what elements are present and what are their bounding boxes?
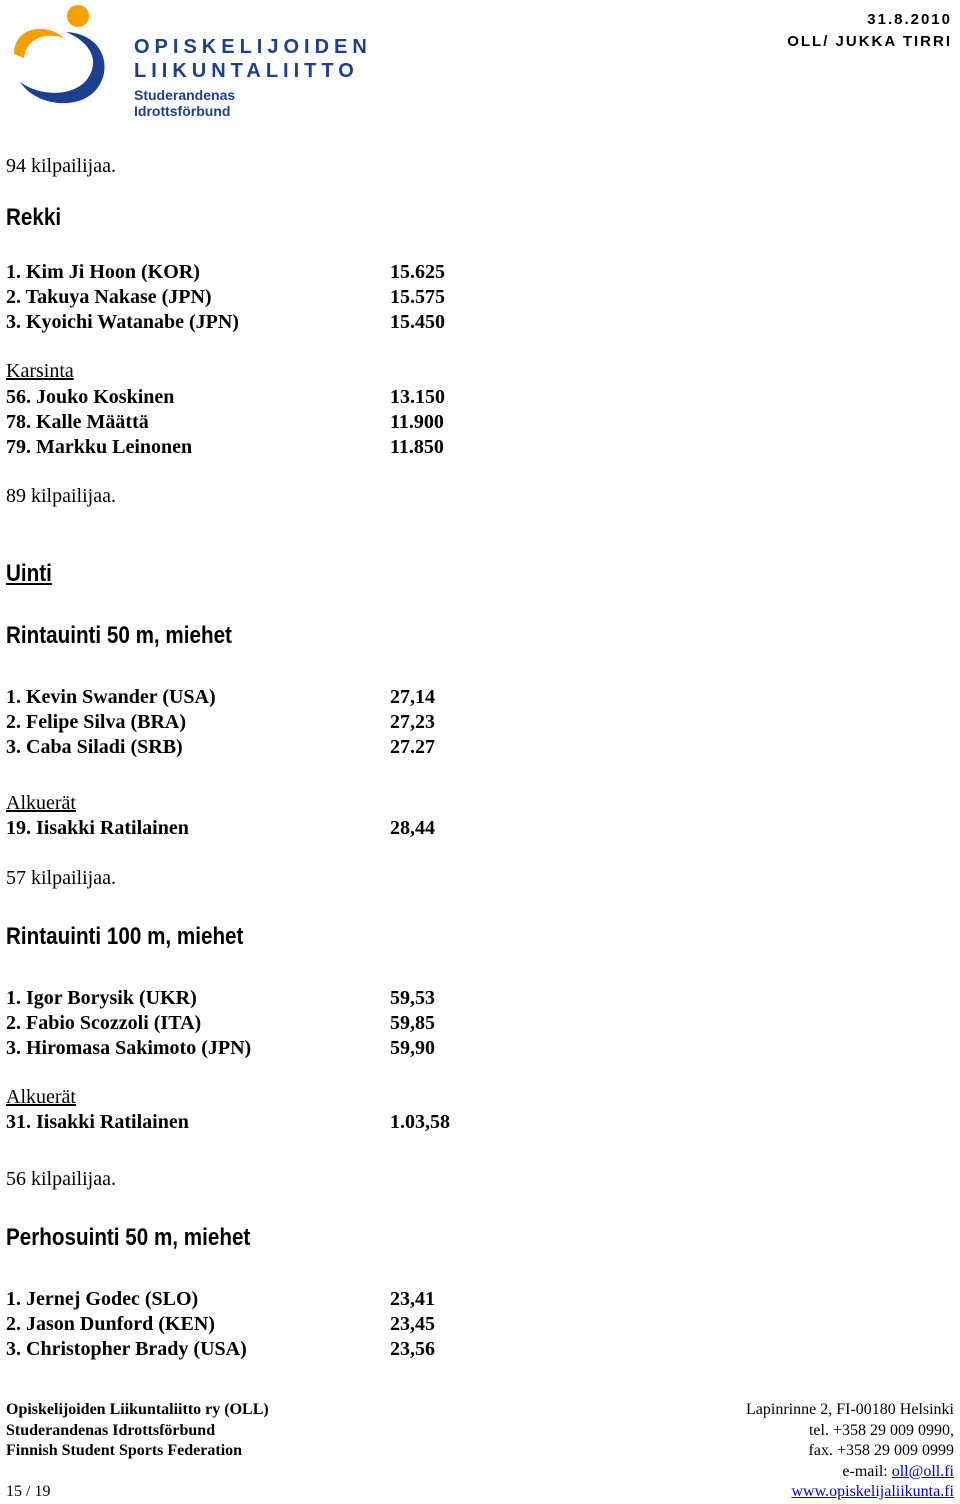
result-row [6, 710, 466, 735]
section-title-uinti: Uinti [6, 560, 52, 587]
footer-org-english: Finnish Student Sports Federation [6, 1442, 243, 1459]
result-score: 27.27 [390, 736, 435, 758]
result-row [6, 310, 466, 335]
result-score: 59,53 [390, 987, 435, 1009]
result-score: 27,23 [390, 711, 435, 733]
result-row [6, 410, 466, 435]
result-row [6, 1337, 466, 1362]
result-name: 1. Jernej Godec (SLO) [6, 1288, 199, 1310]
count-rinta50: 57 kilpailijaa. [6, 867, 116, 889]
website-link[interactable]: www.opiskelijaliikunta.fi [791, 1483, 954, 1500]
result-score: 1.03,58 [390, 1111, 450, 1133]
result-name: 3. Kyoichi Watanabe (JPN) [6, 311, 239, 333]
footer-fax: fax. +358 29 009 0999 [808, 1442, 954, 1459]
footer-web-line [746, 1482, 954, 1503]
result-name: 1. Igor Borysik (UKR) [6, 987, 197, 1009]
result-score: 28,44 [390, 817, 435, 839]
result-name: 56. Jouko Koskinen [6, 386, 175, 408]
footer-org-name: Opiskelijoiden Liikuntaliitto ry (OLL) [6, 1401, 269, 1418]
result-row [6, 285, 466, 310]
footer-org-swedish: Studerandenas Idrottsförbund [6, 1421, 216, 1439]
footer-org [6, 1400, 269, 1462]
footer-tel: tel. +358 29 009 0990, [808, 1421, 954, 1439]
result-score: 23,56 [390, 1338, 435, 1360]
email-link[interactable]: oll@oll.fi [891, 1462, 954, 1480]
sub-results-rekki [6, 385, 466, 460]
result-name: 2. Felipe Silva (BRA) [6, 711, 186, 733]
footer-email-label: e-mail: [842, 1462, 892, 1480]
results-rinta100 [6, 986, 466, 1061]
intro-count: 94 kilpailijaa. [6, 155, 116, 177]
results-rekki [6, 260, 466, 335]
section-title-perho50: Perhosuinti 50 m, miehet [6, 1224, 251, 1251]
result-score: 11.850 [390, 436, 444, 458]
header-date: 31.8.2010 [867, 11, 952, 28]
sub-label-alkuerat: Alkuerät [6, 1086, 76, 1108]
results-rinta50 [6, 685, 466, 760]
logo-line2: LIIKUNTALIITTO [134, 60, 359, 82]
section-title-rekki: Rekki [6, 204, 62, 231]
footer-address: Lapinrinne 2, FI-00180 Helsinki [746, 1401, 954, 1418]
page-number: 15 / 19 [6, 1483, 51, 1500]
section-title-rinta50: Rintauinti 50 m, miehet [6, 622, 232, 649]
result-score: 23,41 [390, 1288, 435, 1310]
result-name: 78. Kalle Määttä [6, 411, 149, 433]
result-row [6, 986, 466, 1011]
sub-label-karsinta: Karsinta [6, 360, 74, 382]
result-row [6, 385, 466, 410]
result-name: 2. Jason Dunford (KEN) [6, 1313, 215, 1335]
sub-label-alkuerat: Alkuerät [6, 792, 76, 814]
footer-contact [746, 1400, 954, 1503]
result-name: 1. Kim Ji Hoon (KOR) [6, 261, 200, 283]
result-row [6, 435, 466, 460]
sub-results-rinta100 [6, 1110, 466, 1135]
sub-results-rinta50 [6, 816, 466, 841]
logo-line1: OPISKELIJOIDEN [134, 36, 372, 58]
result-name: 79. Markku Leinonen [6, 436, 193, 458]
result-row [6, 1110, 466, 1135]
count-rinta100: 56 kilpailijaa. [6, 1168, 116, 1190]
logo-line3: Studerandenas Idrottsförbund [134, 87, 236, 119]
result-name: 31. Iisakki Ratilainen [6, 1111, 189, 1133]
result-row [6, 1036, 466, 1061]
result-name: 3. Caba Siladi (SRB) [6, 736, 183, 758]
result-row [6, 816, 466, 841]
result-row [6, 685, 466, 710]
result-name: 19. Iisakki Ratilainen [6, 817, 189, 839]
result-name: 2. Fabio Scozzoli (ITA) [6, 1012, 202, 1034]
result-score: 15.625 [390, 261, 445, 283]
header-author: OLL/ JUKKA TIRRI [787, 33, 952, 50]
result-score: 59,85 [390, 1012, 435, 1034]
result-score: 15.575 [390, 286, 445, 308]
result-row [6, 735, 466, 760]
results-perho50 [6, 1287, 466, 1362]
result-name: 1. Kevin Swander (USA) [6, 686, 216, 708]
result-score: 27,14 [390, 686, 435, 708]
result-score: 11.900 [390, 411, 444, 433]
result-score: 59,90 [390, 1037, 435, 1059]
result-score: 23,45 [390, 1313, 435, 1335]
result-name: 3. Hiromasa Sakimoto (JPN) [6, 1037, 252, 1059]
logo [6, 2, 372, 119]
footer-email-line [746, 1462, 954, 1483]
result-row [6, 260, 466, 285]
result-name: 2. Takuya Nakase (JPN) [6, 286, 212, 308]
result-row [6, 1011, 466, 1036]
result-name: 3. Christopher Brady (USA) [6, 1338, 247, 1360]
result-row [6, 1287, 466, 1312]
logo-mark-icon [6, 2, 116, 106]
result-row [6, 1312, 466, 1337]
section-title-rinta100: Rintauinti 100 m, miehet [6, 923, 244, 950]
result-score: 15.450 [390, 311, 445, 333]
result-score: 13.150 [390, 386, 445, 408]
count-rekki: 89 kilpailijaa. [6, 485, 116, 507]
